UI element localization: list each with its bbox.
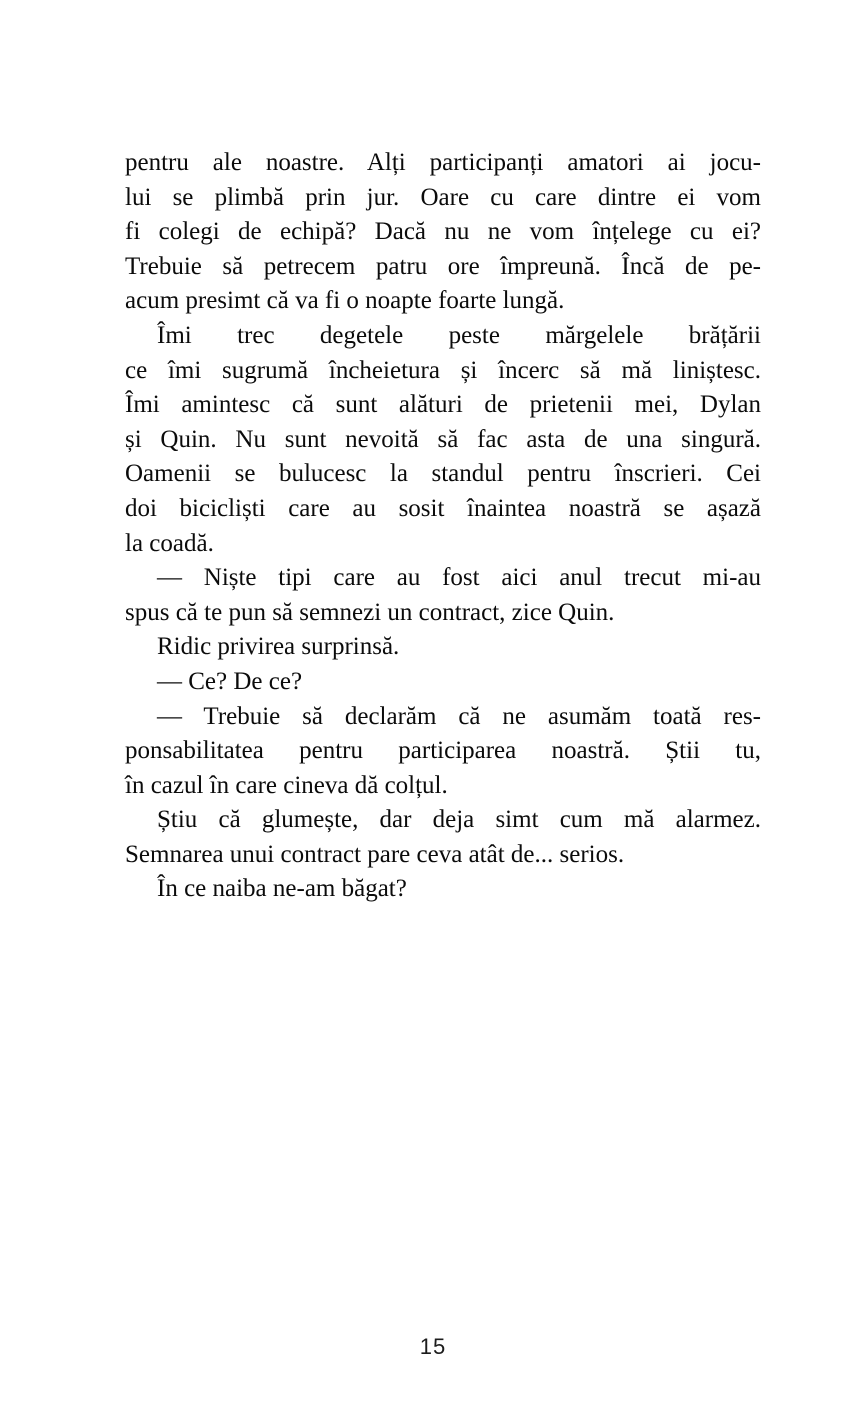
paragraph (125, 803, 761, 872)
page-text (125, 146, 761, 907)
paragraph (125, 561, 761, 630)
text-line: Îmi amintesc că sunt alături de prietenii mei, Dylan (125, 391, 761, 419)
text-line: ponsabilitatea pentru participarea noastră. Știi tu, (125, 737, 761, 765)
text-line: în cazul în care cineva dă colțul. (125, 771, 448, 799)
text-line: Semnarea unui contract pare ceva atât de... serios. (125, 840, 625, 868)
paragraph (125, 319, 761, 561)
text-line: ce îmi sugrumă încheietura și încerc să mă liniștesc. (125, 356, 761, 384)
paragraph (125, 665, 761, 700)
text-line: În ce naiba ne-am băgat? (157, 875, 407, 903)
text-line: spus că te pun să semnezi un contract, zice Quin. (125, 598, 615, 626)
text-line: — Niște tipi care au fost aici anul trecut mi-au (157, 564, 761, 592)
text-line: acum presimt că va fi o noapte foarte lungă. (125, 287, 565, 315)
paragraph (125, 700, 761, 804)
paragraph (125, 872, 761, 907)
text-line: — Ce? De ce? (157, 667, 303, 695)
text-line: Îmi trec degetele peste mărgelele brățării (157, 321, 761, 349)
text-line: Știu că glumește, dar deja simt cum mă alarmez. (157, 806, 761, 834)
text-line: Oamenii se bulucesc la standul pentru înscrieri. Cei (125, 460, 761, 488)
text-line: doi bicicliști care au sosit înaintea noastră se așază (125, 494, 761, 522)
text-line: Ridic privirea surprinsă. (157, 633, 400, 661)
text-line: Trebuie să petrecem patru ore împreună. Încă de pe- (125, 252, 761, 280)
text-line: pentru ale noastre. Alți participanți amatori ai jocu- (125, 149, 761, 176)
text-line: — Trebuie să declarăm că ne asumăm toată res- (157, 702, 761, 730)
paragraph (125, 630, 761, 665)
page-number: 15 (419, 1334, 447, 1359)
text-line: lui se plimbă prin jur. Oare cu care dintre ei vom (125, 183, 761, 211)
paragraph (125, 146, 761, 319)
text-line: fi colegi de echipă? Dacă nu ne vom înțelege cu ei? (125, 218, 761, 246)
text-line: și Quin. Nu sunt nevoită să fac asta de una singură. (125, 425, 761, 453)
text-line: la coadă. (125, 529, 214, 557)
